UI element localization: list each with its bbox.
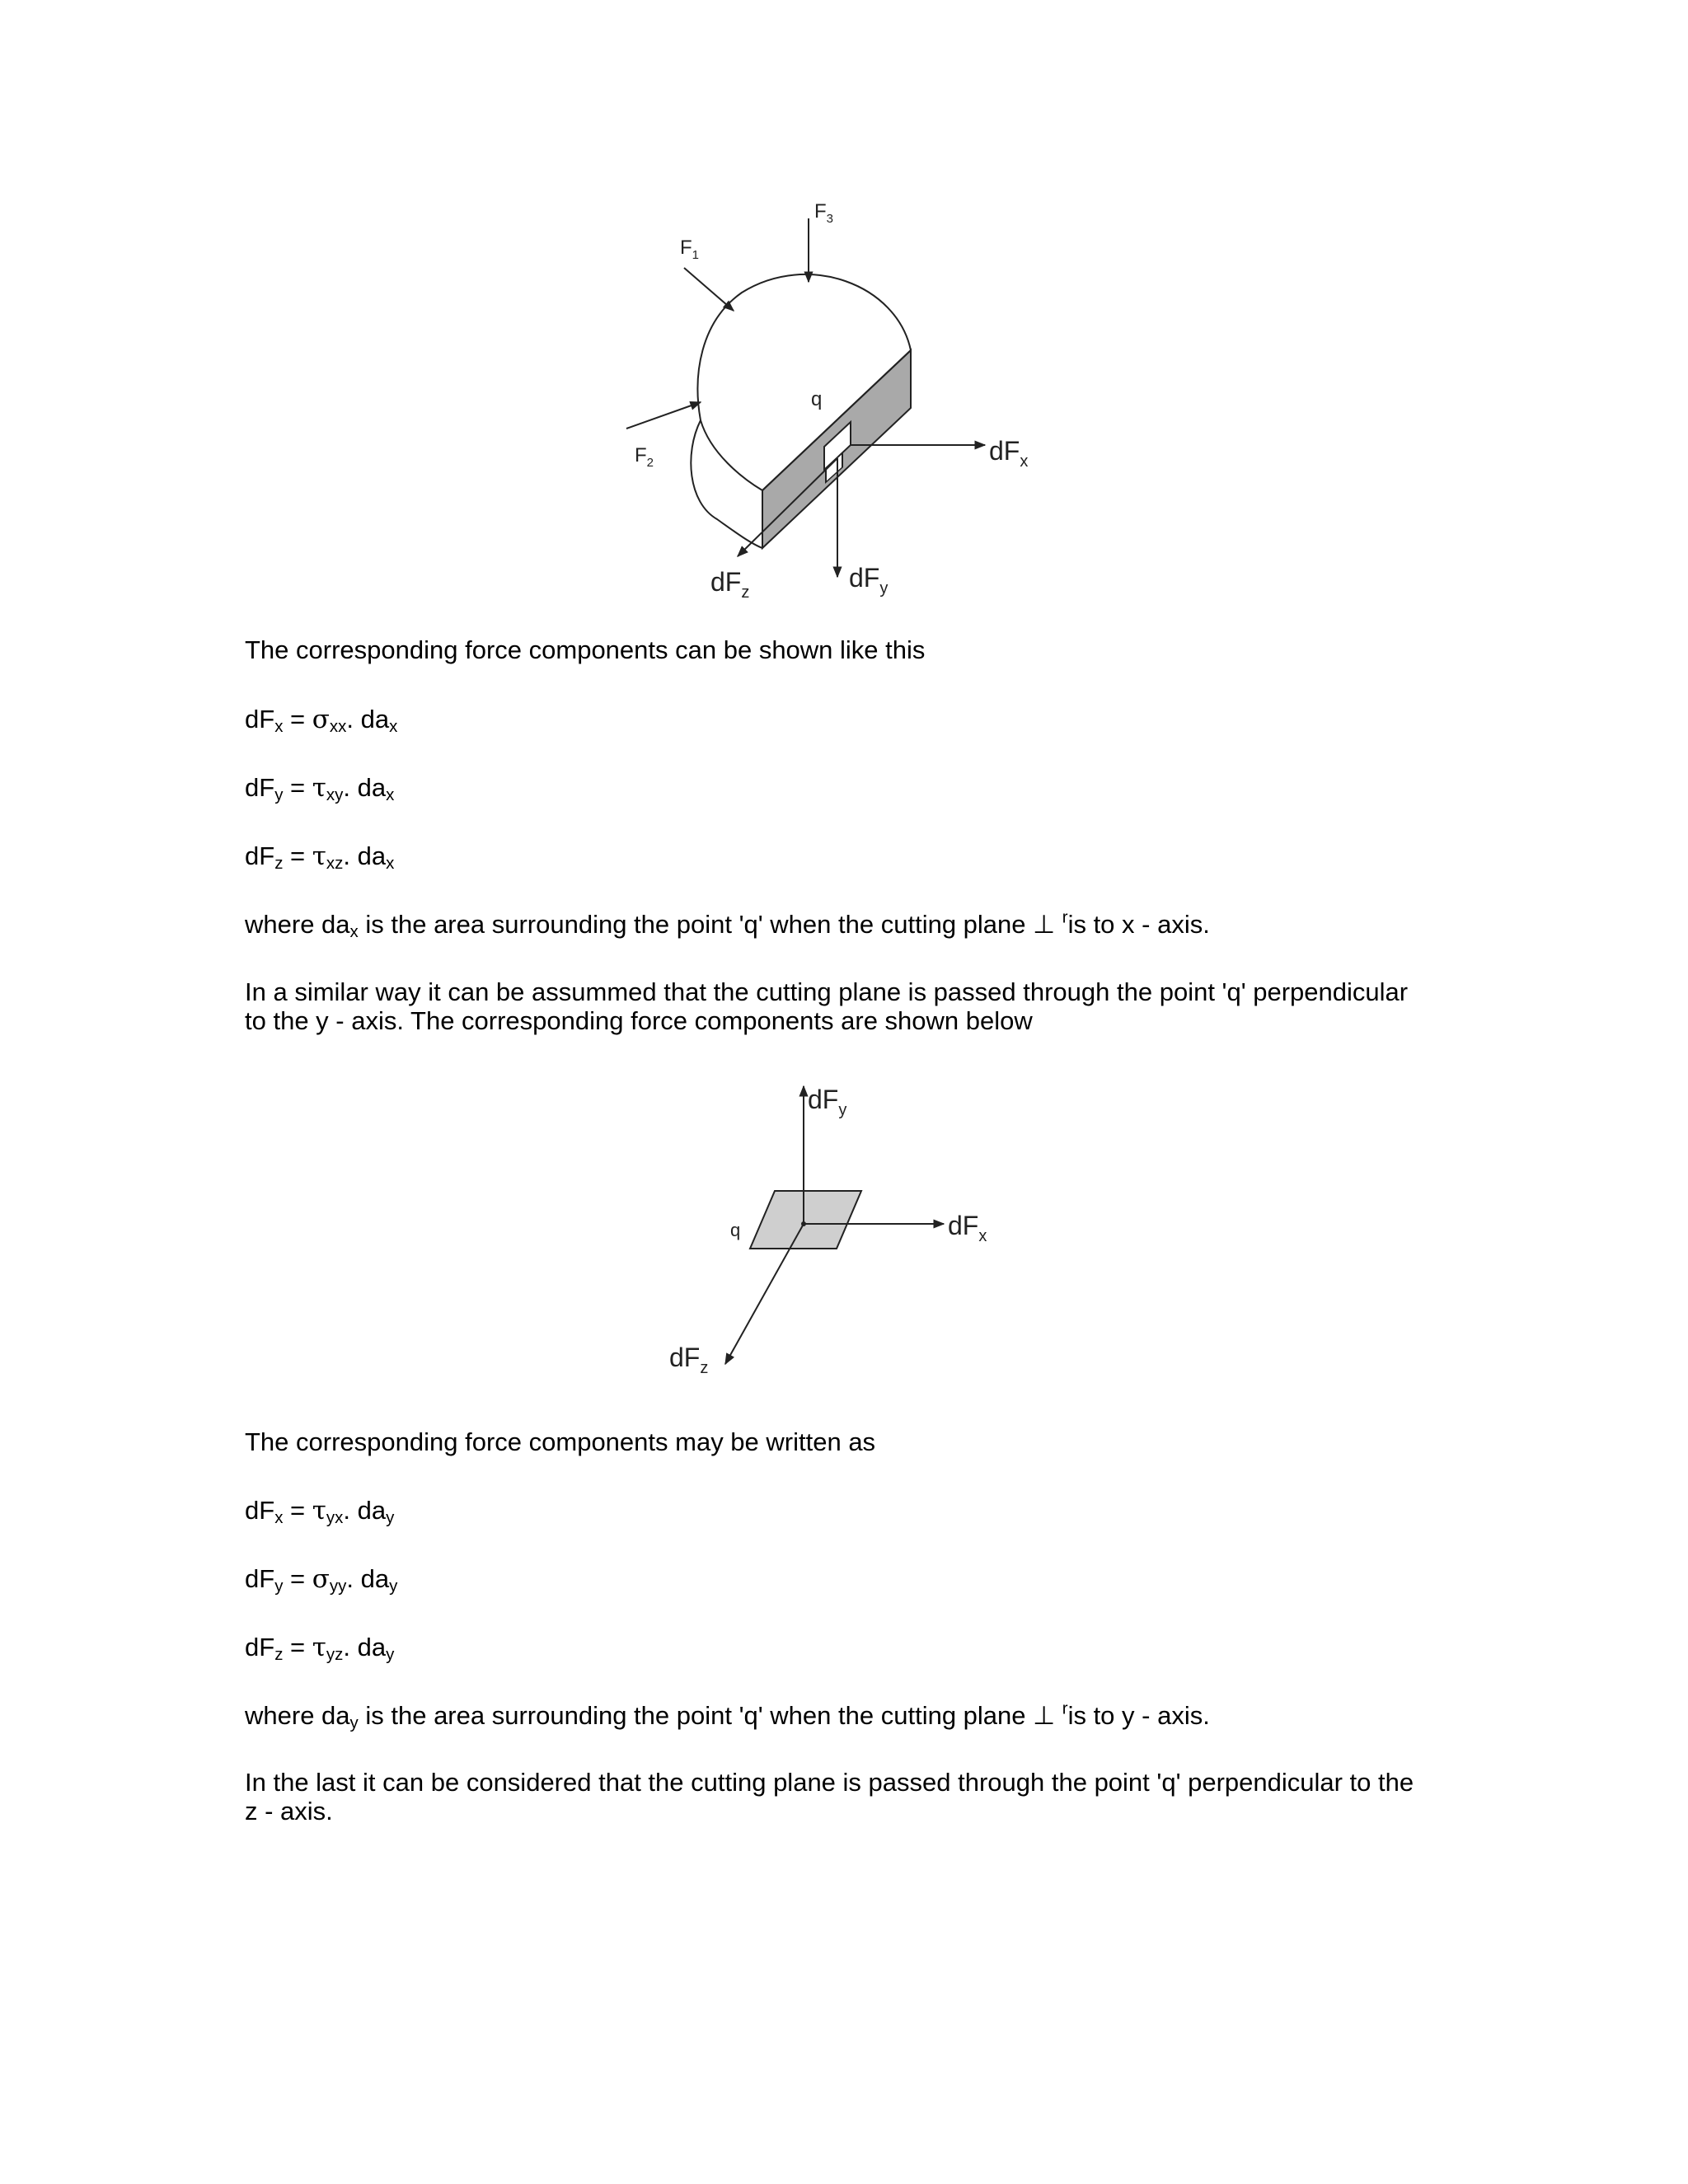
label-dfy: $dF_y$ — [849, 563, 889, 598]
intro-text-2: The corresponding force components may be written as — [245, 1427, 876, 1456]
equation-dfy-y: $dF_y = \sigma_{yy}$. $da_y$ — [245, 1564, 398, 1596]
equation-dfz-x: $dF_z = \tau_{xz}$. $da_x$ — [245, 841, 395, 874]
intro-text: The corresponding force components can be shown like this — [245, 635, 926, 664]
force-f2-arrow — [626, 402, 701, 429]
where-text-x: where $da_x$ is the area surrounding the point 'q' when the cutting plane ⊥ $^r$is to x - axis. — [245, 907, 1210, 942]
cutting-plane — [750, 1191, 861, 1249]
label-q-2: q — [730, 1220, 741, 1240]
where-text-y: where $da_y$ is the area surrounding the point 'q' when the cutting plane ⊥ $^r$is to y - axis. — [245, 1699, 1210, 1733]
label-dfz: $dF_z$ — [710, 567, 750, 602]
figure-plane-y — [659, 1080, 1030, 1385]
equation-dfy-x: $dF_y = \tau_{xy}$. $da_x$ — [245, 773, 395, 805]
label-q: q — [811, 388, 823, 410]
point-q — [801, 1221, 806, 1226]
label-dfx: $dF_x$ — [989, 436, 1029, 471]
label-f3: $F_3$ — [814, 200, 834, 226]
label-f2: $F_2$ — [635, 444, 654, 470]
figure-body-cut-x — [602, 190, 1113, 610]
figure-2-svg — [659, 1080, 1030, 1385]
equation-dfx-x: $dF_x = \sigma_{xx}$. $da_x$ — [245, 705, 398, 737]
equation-dfz-y: $dF_z = \tau_{yz}$. $da_y$ — [245, 1633, 395, 1665]
label-dfy-2: $dF_y$ — [808, 1085, 847, 1119]
force-f1-arrow — [684, 268, 734, 311]
label-dfz-2: $dF_z$ — [669, 1343, 709, 1377]
label-f1: $F_1$ — [680, 237, 700, 262]
label-dfx-2: $dF_x$ — [948, 1211, 987, 1245]
paragraph-z-plane: In the last it can be considered that the cutting plane is passed through the point 'q' perpendicular to the z - axis. — [245, 1768, 1414, 1825]
equation-dfx-y: $dF_x = \tau_{yx}$. $da_y$ — [245, 1496, 395, 1528]
paragraph-y-plane: In a similar way it can be assummed that the cutting plane is passed through the point 'q' perpendicular to the y - axis. The corresponding force components are shown below — [245, 977, 1409, 1035]
figure-1-svg — [602, 190, 1113, 610]
